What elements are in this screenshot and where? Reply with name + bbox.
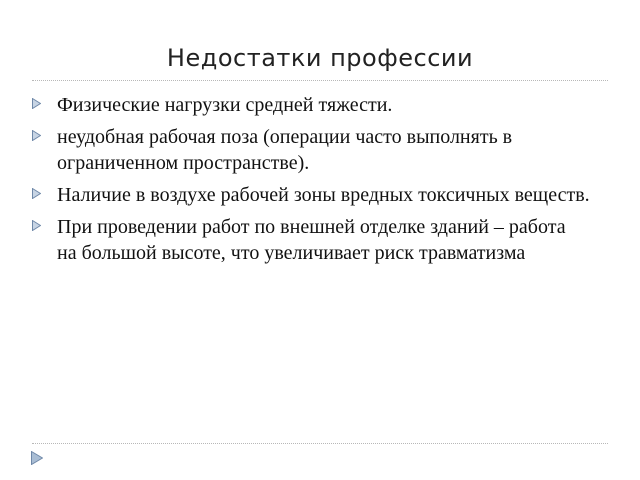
bullet-item bbox=[30, 92, 590, 118]
nav-arrow-icon[interactable] bbox=[31, 451, 43, 465]
bullet-text: Физические нагрузки средней тяжести. bbox=[57, 94, 393, 116]
bullet-text: При проведении работ по внешней отделке зданий – работа на большой высоте, что увеличивает риск травматизма bbox=[57, 216, 566, 264]
slide-title: Недостатки профессии bbox=[166, 44, 474, 72]
triangle-bullet-icon bbox=[32, 188, 41, 199]
bullet-text: неудобная рабочая поза (операции часто выполнять в ограниченном пространстве). bbox=[57, 126, 513, 174]
bullet-item bbox=[30, 214, 590, 266]
bullet-item bbox=[30, 124, 590, 176]
title-divider bbox=[32, 80, 608, 81]
bullet-text: Наличие в воздухе рабочей зоны вредных токсичных веществ. bbox=[57, 184, 590, 206]
bullet-list bbox=[30, 92, 590, 272]
bullet-item bbox=[30, 182, 590, 208]
triangle-bullet-icon bbox=[32, 98, 41, 109]
triangle-bullet-icon bbox=[32, 220, 41, 231]
footer-divider bbox=[32, 443, 608, 444]
triangle-bullet-icon bbox=[32, 130, 41, 141]
